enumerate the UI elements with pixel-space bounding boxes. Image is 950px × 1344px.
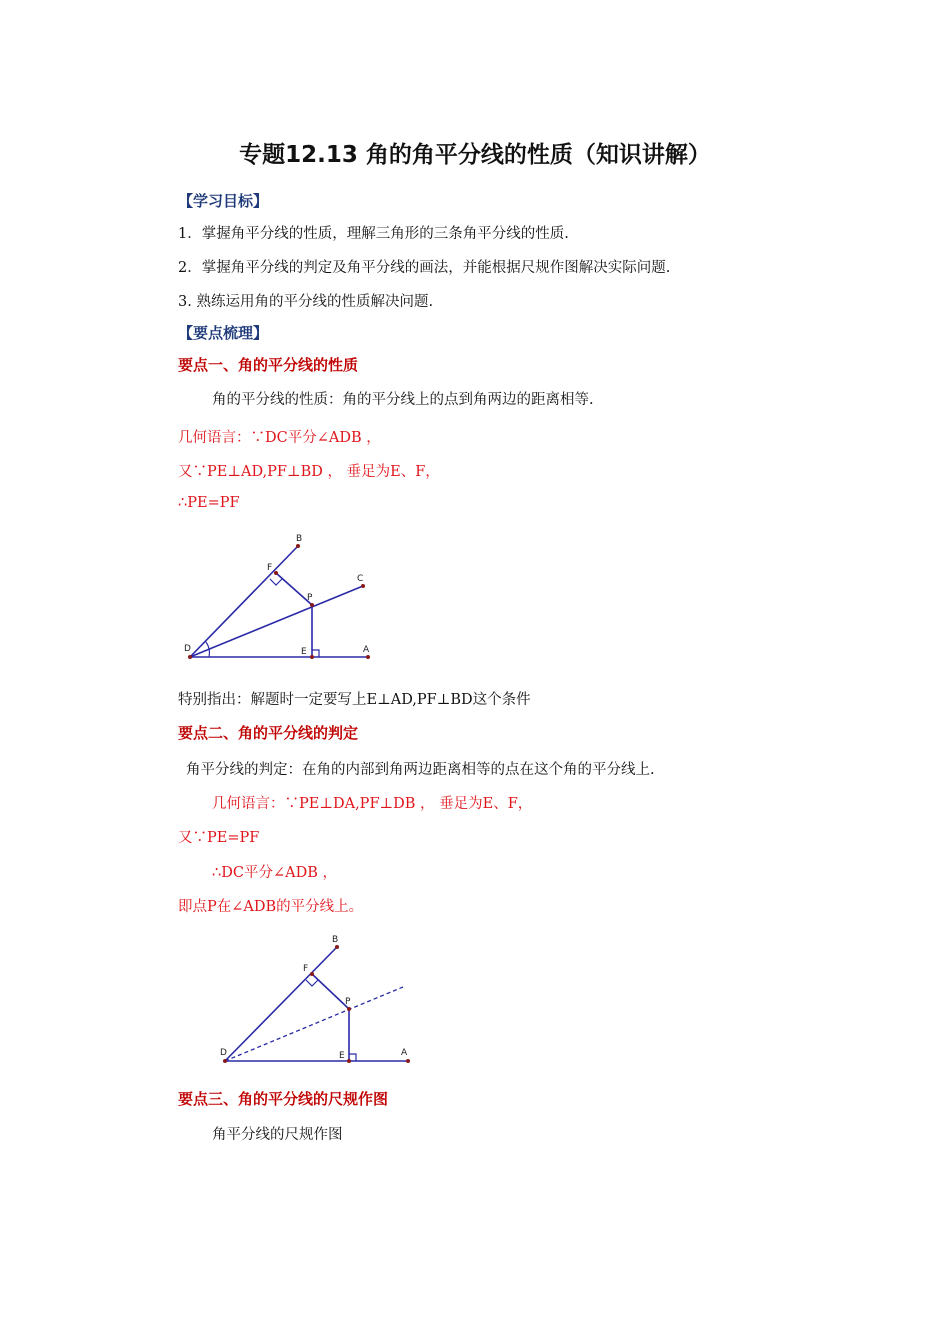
right-angle-mark-F (306, 980, 318, 986)
label-F: F (303, 964, 309, 974)
ray-DB (225, 947, 337, 1061)
point-P (310, 603, 314, 607)
point-C (361, 584, 365, 588)
bisector-dashed (225, 987, 403, 1061)
point-P (347, 1007, 351, 1011)
label-B: B (296, 534, 303, 544)
figure-angle-bisector-criterion (215, 930, 415, 1070)
point3-statement: 角平分线的尺规作图 (212, 1127, 343, 1143)
point1-note: 特别指出：解题时一定要写上E⊥AD,PF⊥BD这个条件 (178, 692, 531, 708)
point-A (406, 1059, 410, 1063)
label-F: F (267, 563, 273, 573)
key-points-heading: 【要点梳理】 (178, 324, 269, 342)
page-title: 专题12.13 角的角平分线的性质（知识讲解） (239, 142, 711, 168)
point1-statement: 角的平分线的性质：角的平分线上的点到角两边的距离相等. (212, 392, 594, 408)
bisector-DC (190, 586, 363, 657)
ray-DB (190, 546, 298, 657)
label-P: P (345, 997, 351, 1007)
point1-geo-line-3: ∴PE=PF (178, 495, 240, 511)
point2-heading: 要点二、角的平分线的判定 (178, 724, 359, 742)
label-B: B (332, 935, 339, 945)
label-E: E (339, 1051, 345, 1061)
point-F (274, 571, 278, 575)
point2-geo-line-2: 又∵PE=PF (178, 830, 260, 846)
point-D (188, 655, 192, 659)
point-D (223, 1059, 227, 1063)
objective-item-1: 1．掌握角平分线的性质，理解三角形的三条角平分线的性质. (178, 226, 569, 242)
point-B (335, 945, 339, 949)
label-D: D (220, 1048, 227, 1058)
point-E (310, 655, 314, 659)
point-B (296, 544, 300, 548)
point1-heading: 要点一、角的平分线的性质 (178, 356, 359, 374)
point1-geo-line-2: 又∵PE⊥AD,PF⊥BD ， 垂足为E、F， (178, 464, 440, 480)
objective-item-2: 2．掌握角平分线的判定及角平分线的画法，并能根据尺规作图解决实际问题. (178, 260, 671, 276)
label-C: C (357, 574, 364, 584)
objective-item-3: 3. 熟练运用角的平分线的性质解决问题. (178, 294, 434, 310)
point-A (366, 655, 370, 659)
point1-geo-line-1: 几何语言：∵DC平分∠ADB ， (178, 430, 381, 446)
objectives-heading: 【学习目标】 (178, 192, 269, 210)
point2-geo-line-1: 几何语言：∵PE⊥DA,PF⊥DB ， 垂足为E、F， (212, 796, 533, 812)
point3-heading: 要点三、角的平分线的尺规作图 (178, 1090, 389, 1108)
segment-PF (312, 974, 349, 1009)
label-A: A (401, 1048, 408, 1058)
label-E: E (301, 647, 307, 657)
label-A: A (363, 645, 370, 655)
point2-geo-line-4: 即点P在∠ADB的平分线上。 (178, 899, 364, 915)
label-P: P (307, 593, 313, 603)
point2-geo-line-3: ∴DC平分∠ADB ， (212, 865, 337, 881)
point2-statement: 角平分线的判定：在角的内部到角两边距离相等的点在这个角的平分线上. (186, 762, 655, 778)
point-F (310, 972, 314, 976)
right-angle-mark-F (270, 579, 282, 585)
point-E (347, 1059, 351, 1063)
label-D: D (184, 644, 191, 654)
figure-angle-bisector-property (180, 528, 380, 668)
